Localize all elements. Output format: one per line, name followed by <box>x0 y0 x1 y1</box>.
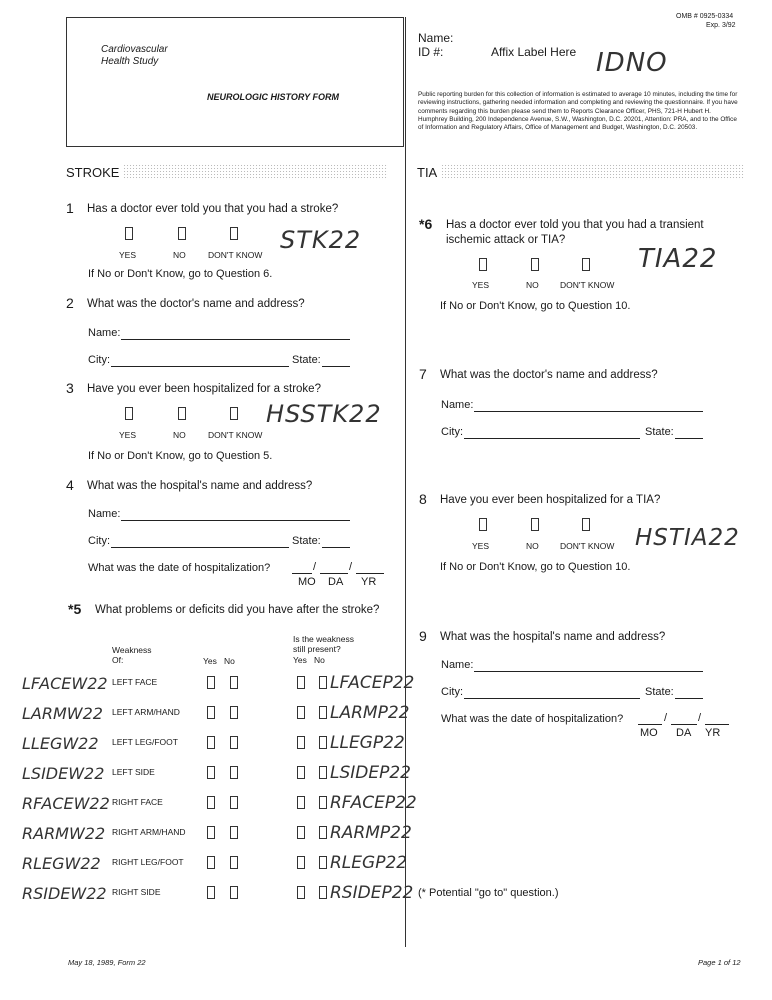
q5-row-weak-yes-checkbox[interactable] <box>207 676 215 689</box>
q5-row-weak-yes-checkbox[interactable] <box>207 796 215 809</box>
q5-row-weak-no-checkbox[interactable] <box>230 856 238 869</box>
q6-skip-instruction: If No or Don't Know, go to Question 10. <box>440 300 631 312</box>
q9-date-slash-1: / <box>664 712 668 724</box>
q7-city-line[interactable] <box>464 438 640 439</box>
q5-row-right-handwritten: LFACEP22 <box>330 673 415 693</box>
q5-row-left-handwritten: LSIDEW22 <box>22 764 105 783</box>
q5-row-label: RIGHT FACE <box>112 797 163 807</box>
q5-row-right-handwritten: RFACEP22 <box>330 793 417 813</box>
q2-number: 2 <box>66 295 74 311</box>
q6-no-label: NO <box>526 280 539 290</box>
burden-statement: Public reporting burden for this collection of information is estimated to average 10 minutes, including the time for reviewing instructions, gathering needed information and completing and reviewing the questionnaire. If you have comments regarding this burden please send them to Reports Clearance Officer, PHS, 721-H Hubert H. Humphrey Building, 200 Independence Avenue, S.W., Washington, D.C. 20201, Attention: PRA, and to the Office of Information and Regulatory Affairs, Office of Management and Budget, Washington, D.C. 20503. <box>418 91 738 132</box>
q5-row-label: LEFT SIDE <box>112 767 155 777</box>
q9-city-line[interactable] <box>464 698 640 699</box>
q7-name-label: Name: <box>441 399 474 411</box>
q5-row-weak-yes-checkbox[interactable] <box>207 736 215 749</box>
q5-row-right-handwritten: LSIDEP22 <box>330 763 411 783</box>
name-label: Name: <box>418 31 454 45</box>
q9-month-label: MO <box>640 727 658 739</box>
q9-city-label: City: <box>441 686 463 698</box>
q5-row-present-no-checkbox[interactable] <box>319 706 327 719</box>
q5-row-present-yes-checkbox[interactable] <box>297 796 305 809</box>
q1-number: 1 <box>66 200 74 216</box>
affix-label-text: Affix Label Here <box>491 45 577 59</box>
q5-row-weak-yes-checkbox[interactable] <box>207 886 215 899</box>
q3-no-checkbox[interactable] <box>178 407 186 420</box>
q8-text: Have you ever been hospitalized for a TIA? <box>440 494 661 506</box>
q5-row-left-handwritten: RFACEW22 <box>22 794 110 813</box>
q2-name-label: Name: <box>88 327 121 339</box>
q5-row-left-handwritten: RSIDEW22 <box>22 884 107 903</box>
q8-yes-label: YES <box>472 541 490 551</box>
q5-weakness-header-2: Of: <box>112 655 124 665</box>
q5-row-left-handwritten: LFACEW22 <box>22 674 108 693</box>
q7-number: 7 <box>419 366 427 382</box>
q4-state-line[interactable] <box>322 547 350 548</box>
q5-yes-header: Yes <box>203 656 217 666</box>
q5-row-present-yes-checkbox[interactable] <box>297 736 305 749</box>
q5-row-present-no-checkbox[interactable] <box>319 736 327 749</box>
q5-row-left-handwritten: LARMW22 <box>22 704 103 723</box>
q8-no-label: NO <box>526 541 539 551</box>
q8-dk-label: DON'T KNOW <box>560 541 615 551</box>
q1-variable-handwritten: STK22 <box>280 226 362 254</box>
q5-still-present-header-1: Is the weakness <box>293 634 354 644</box>
q8-no-checkbox[interactable] <box>531 518 539 531</box>
q9-year-line[interactable] <box>705 724 729 725</box>
q5-row-left-handwritten: RLEGW22 <box>22 854 101 873</box>
q5-row-right-handwritten: LARMP22 <box>330 703 410 723</box>
q8-variable-handwritten: HSTIA22 <box>635 525 740 551</box>
study-title-box <box>66 17 404 147</box>
study-name-line2: Health Study <box>101 56 159 67</box>
q5-row-present-no-checkbox[interactable] <box>319 856 327 869</box>
q8-dk-checkbox[interactable] <box>582 518 590 531</box>
q5-row-weak-no-checkbox[interactable] <box>230 796 238 809</box>
q5-row-present-no-checkbox[interactable] <box>319 886 327 899</box>
q5-row-present-yes-checkbox[interactable] <box>297 766 305 779</box>
q5-row-weak-yes-checkbox[interactable] <box>207 766 215 779</box>
study-name-line1: Cardiovascular <box>101 44 168 55</box>
q9-date-slash-2: / <box>698 712 702 724</box>
q6-dk-checkbox[interactable] <box>582 258 590 271</box>
q5-row-present-yes-checkbox[interactable] <box>297 706 305 719</box>
q5-row-present-yes-checkbox[interactable] <box>297 856 305 869</box>
q7-text: What was the doctor's name and address? <box>440 369 658 381</box>
q1-yes-checkbox[interactable] <box>125 227 133 240</box>
q4-state-label: State: <box>292 535 321 547</box>
q6-text-line1: Has a doctor ever told you that you had a transient <box>446 219 704 231</box>
q6-yes-checkbox[interactable] <box>479 258 487 271</box>
q7-state-line[interactable] <box>675 438 703 439</box>
q8-yes-checkbox[interactable] <box>479 518 487 531</box>
q5-no-header: No <box>224 656 235 666</box>
q3-yes-checkbox[interactable] <box>125 407 133 420</box>
q4-date-question: What was the date of hospitalization? <box>88 562 271 574</box>
q6-number: *6 <box>419 216 433 232</box>
q2-state-line[interactable] <box>322 366 350 367</box>
q4-day-label: DA <box>328 576 344 588</box>
q5-row-present-yes-checkbox[interactable] <box>297 826 305 839</box>
q4-date-slash-2: / <box>349 561 353 573</box>
id-handwritten: IDNO <box>596 48 668 78</box>
q1-yes-label: YES <box>119 250 137 260</box>
q5-weakness-header-1: Weakness <box>112 645 152 655</box>
q4-year-line[interactable] <box>356 573 384 574</box>
q2-city-label: City: <box>88 354 110 366</box>
q9-day-line[interactable] <box>671 724 697 725</box>
q5-row-present-no-checkbox[interactable] <box>319 676 327 689</box>
q2-name-line[interactable] <box>121 339 350 340</box>
q4-city-label: City: <box>88 535 110 547</box>
q5-text: What problems or deficits did you have after the stroke? <box>95 604 380 616</box>
q4-city-line[interactable] <box>111 547 289 548</box>
q5-row-present-no-checkbox[interactable] <box>319 826 327 839</box>
q6-variable-handwritten: TIA22 <box>638 244 718 274</box>
q9-state-line[interactable] <box>675 698 703 699</box>
q5-row-label: RIGHT LEG/FOOT <box>112 857 184 867</box>
q4-date-slash-1: / <box>313 561 317 573</box>
tia-section-title: TIA <box>417 165 441 180</box>
q5-row-right-handwritten: RARMP22 <box>330 823 412 843</box>
q3-no-label: NO <box>173 430 186 440</box>
q5-row-present-yes-checkbox[interactable] <box>297 886 305 899</box>
q5-row-weak-no-checkbox[interactable] <box>230 736 238 749</box>
q3-text: Have you ever been hospitalized for a stroke? <box>87 383 321 395</box>
q5-row-weak-no-checkbox[interactable] <box>230 706 238 719</box>
form-title: NEUROLOGIC HISTORY FORM <box>207 92 340 102</box>
q8-skip-instruction: If No or Don't Know, go to Question 10. <box>440 561 631 573</box>
q6-no-checkbox[interactable] <box>531 258 539 271</box>
q9-month-line[interactable] <box>638 724 662 725</box>
q9-date-question: What was the date of hospitalization? <box>441 713 624 725</box>
q4-number: 4 <box>66 477 74 493</box>
q1-dk-checkbox[interactable] <box>230 227 238 240</box>
q1-no-checkbox[interactable] <box>178 227 186 240</box>
q4-month-line[interactable] <box>292 573 312 574</box>
q9-number: 9 <box>419 628 427 644</box>
q5-row-present-no-checkbox[interactable] <box>319 766 327 779</box>
q3-yes-label: YES <box>119 430 137 440</box>
q5-row-label: LEFT LEG/FOOT <box>112 737 178 747</box>
q4-name-label: Name: <box>88 508 121 520</box>
q5-row-left-handwritten: RARMW22 <box>22 824 106 843</box>
q7-city-label: City: <box>441 426 463 438</box>
footer-page-number: Page 1 of 12 <box>698 958 741 967</box>
q2-text: What was the doctor's name and address? <box>87 298 305 310</box>
q5-row-label: LEFT ARM/HAND <box>112 707 180 717</box>
q9-state-label: State: <box>645 686 674 698</box>
q5-row-right-handwritten: RLEGP22 <box>330 853 408 873</box>
q5-row-label: RIGHT ARM/HAND <box>112 827 186 837</box>
q7-state-label: State: <box>645 426 674 438</box>
q1-text: Has a doctor ever told you that you had a stroke? <box>87 203 339 215</box>
q8-number: 8 <box>419 491 427 507</box>
q4-text: What was the hospital's name and address? <box>87 480 313 492</box>
q7-name-line[interactable] <box>474 411 703 412</box>
q5-row-label: RIGHT SIDE <box>112 887 161 897</box>
q5-row-right-handwritten: LLEGP22 <box>330 733 405 753</box>
q3-number: 3 <box>66 380 74 396</box>
q5-row-weak-yes-checkbox[interactable] <box>207 856 215 869</box>
q4-day-line[interactable] <box>320 573 348 574</box>
q5-row-weak-no-checkbox[interactable] <box>230 766 238 779</box>
q5-still-present-header-2: still present? <box>293 644 341 654</box>
stroke-section-title: STROKE <box>66 165 123 180</box>
q5-row-weak-no-checkbox[interactable] <box>230 886 238 899</box>
q9-day-label: DA <box>676 727 692 739</box>
q5-row-weak-no-checkbox[interactable] <box>230 826 238 839</box>
q6-yes-label: YES <box>472 280 490 290</box>
q4-month-label: MO <box>298 576 316 588</box>
q1-no-label: NO <box>173 250 186 260</box>
q9-name-line[interactable] <box>474 671 703 672</box>
q5-row-weak-yes-checkbox[interactable] <box>207 706 215 719</box>
q5-row-present-no-checkbox[interactable] <box>319 796 327 809</box>
q2-city-line[interactable] <box>111 366 289 367</box>
tia-section-header <box>417 164 744 180</box>
q2-state-label: State: <box>292 354 321 366</box>
q5-row-label: LEFT FACE <box>112 677 158 687</box>
q5-row-right-handwritten: RSIDEP22 <box>330 883 414 903</box>
id-label: ID #: <box>418 45 444 59</box>
q3-dk-checkbox[interactable] <box>230 407 238 420</box>
q9-year-label: YR <box>705 727 721 739</box>
footer-form-date: May 18, 1989, Form 22 <box>68 958 146 967</box>
q1-skip-instruction: If No or Don't Know, go to Question 6. <box>88 268 273 280</box>
q5-present-no-header: No <box>314 655 325 665</box>
q5-row-weak-yes-checkbox[interactable] <box>207 826 215 839</box>
q5-row-left-handwritten: LLEGW22 <box>22 734 99 753</box>
q5-row-present-yes-checkbox[interactable] <box>297 676 305 689</box>
q6-dk-label: DON'T KNOW <box>560 280 615 290</box>
q1-dk-label: DON'T KNOW <box>208 250 263 260</box>
q9-text: What was the hospital's name and address? <box>440 631 666 643</box>
q3-skip-instruction: If No or Don't Know, go to Question 5. <box>88 450 273 462</box>
q5-present-yes-header: Yes <box>293 655 307 665</box>
q3-variable-handwritten: HSSTK22 <box>266 400 382 428</box>
q6-text-line2: ischemic attack or TIA? <box>446 234 566 246</box>
stroke-section-header <box>66 164 388 180</box>
q5-number: *5 <box>68 601 82 617</box>
q9-name-label: Name: <box>441 659 474 671</box>
q5-footnote: (* Potential "go to" question.) <box>418 887 559 899</box>
q4-year-label: YR <box>361 576 377 588</box>
q3-dk-label: DON'T KNOW <box>208 430 263 440</box>
expiration: Exp. 3/92 <box>706 22 736 29</box>
q4-name-line[interactable] <box>121 520 350 521</box>
q5-row-weak-no-checkbox[interactable] <box>230 676 238 689</box>
omb-number: OMB # 0925-0334 <box>676 13 734 20</box>
